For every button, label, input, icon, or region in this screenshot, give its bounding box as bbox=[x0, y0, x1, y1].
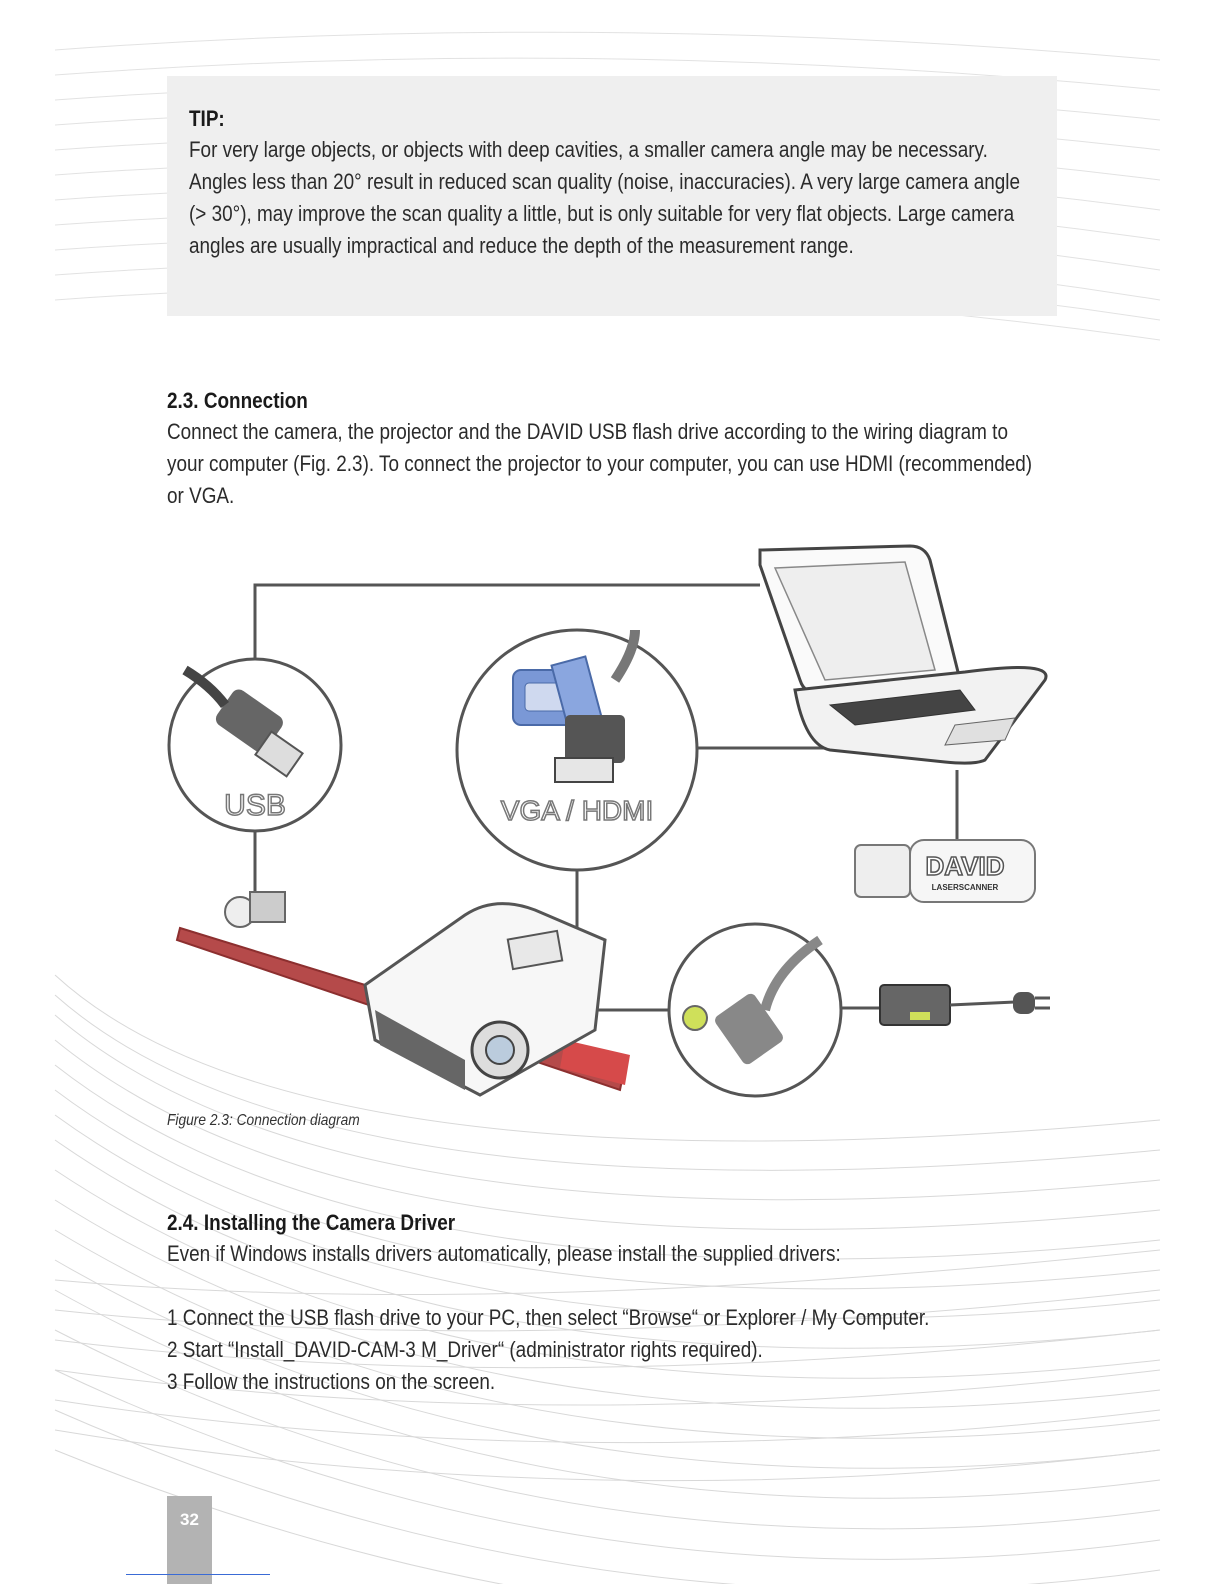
list-item: 1 Connect the USB flash drive to your PC, then select “Browse“ or Explorer / My Computer. bbox=[167, 1305, 930, 1330]
power-adapter-icon bbox=[880, 985, 1050, 1025]
drive-brand: DAVID bbox=[925, 851, 1005, 881]
figure-caption: Figure 2.3: Connection diagram bbox=[167, 1112, 360, 1129]
tip-title: TIP: bbox=[189, 106, 225, 131]
page-number: 32 bbox=[167, 1496, 212, 1584]
david-usb-drive-icon bbox=[855, 840, 1035, 902]
drive-subtitle: LASERSCANNER bbox=[931, 883, 999, 892]
connection-heading: 2.3. Connection bbox=[167, 388, 308, 413]
vga-hdmi-label: VGA / HDMI bbox=[500, 795, 654, 826]
connection-section bbox=[167, 386, 1057, 512]
tip-line: For very large objects, or objects with deep cavities, a smaller camera angle may be necessary. bbox=[189, 137, 988, 162]
connection-line: Connect the camera, the projector and the DAVID USB flash drive according to the wiring diagram to bbox=[167, 419, 1008, 444]
driver-steps-list bbox=[167, 1302, 1055, 1398]
footer-divider bbox=[126, 1574, 270, 1575]
list-item: 2 Start “Install_DAVID-CAM-3 M_Driver“ (administrator rights required). bbox=[167, 1337, 763, 1362]
driver-section bbox=[167, 1208, 1057, 1398]
tip-box bbox=[167, 76, 1057, 316]
list-item: 3 Follow the instructions on the screen. bbox=[167, 1369, 496, 1394]
connection-line: your computer (Fig. 2.3). To connect the projector to your computer, you can use HDMI (recommended) bbox=[167, 451, 1033, 476]
usb-label: USB bbox=[224, 789, 286, 822]
connection-text bbox=[167, 416, 1055, 512]
driver-intro: Even if Windows installs drivers automatically, please install the supplied drivers: bbox=[167, 1241, 841, 1266]
laptop-icon bbox=[760, 546, 1046, 763]
tip-line: (> 30°), may improve the scan quality a little, but is only suitable for very flat objects. Large camera bbox=[189, 201, 1015, 226]
power-plug-circle bbox=[669, 924, 841, 1096]
driver-heading: 2.4. Installing the Camera Driver bbox=[167, 1210, 456, 1235]
tip-line: Angles less than 20° result in reduced scan quality (noise, inaccuracies). A very large camera angle bbox=[189, 169, 1021, 194]
connection-line: or VGA. bbox=[167, 483, 235, 508]
vga-hdmi-connector-circle bbox=[457, 630, 697, 870]
usb-connector-circle bbox=[169, 659, 341, 831]
tip-text bbox=[189, 134, 1033, 262]
connection-diagram bbox=[165, 540, 1060, 1120]
tip-line: angles are usually impractical and reduce the depth of the measurement range. bbox=[189, 233, 854, 258]
